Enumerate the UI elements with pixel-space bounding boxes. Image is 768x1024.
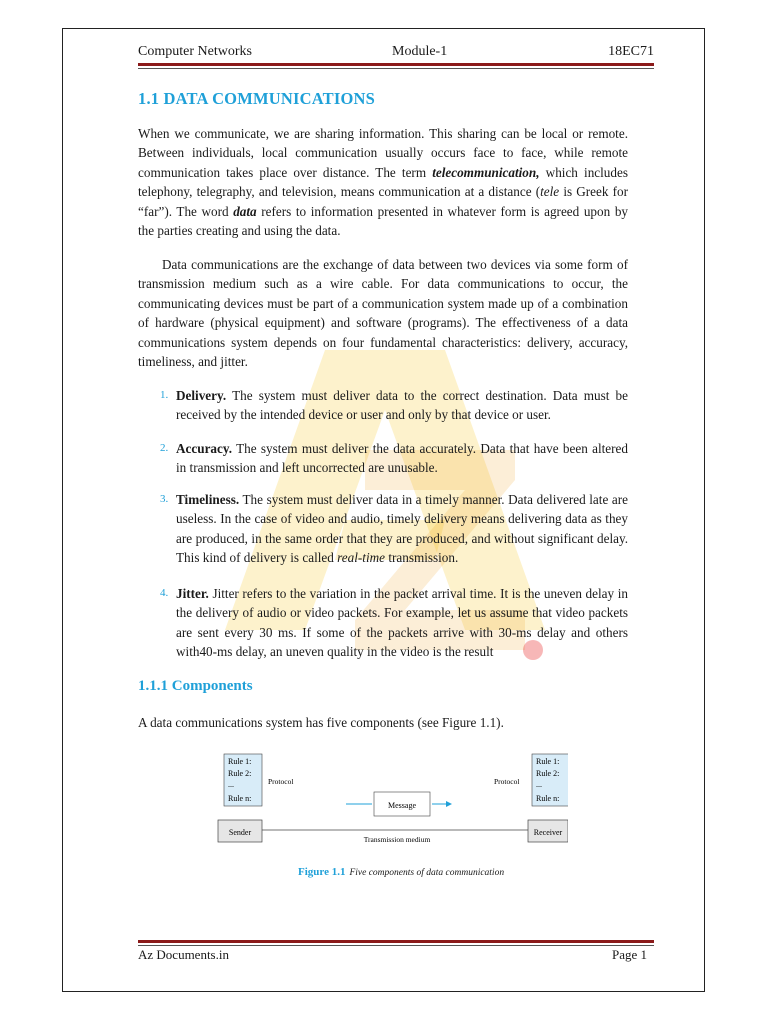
- right-protocol-label: Protocol: [494, 777, 520, 786]
- message-arrow-head: [446, 801, 452, 807]
- header-rule-thin: [138, 68, 654, 69]
- list-item-timeliness: [160, 490, 628, 568]
- header-module: Module-1: [392, 44, 448, 59]
- list-term: Delivery.: [176, 388, 227, 403]
- list-text: The system must deliver data to the correct destination. Data must be received by the intended device or user and only by that device or user.: [176, 388, 628, 423]
- subsection-intro: A data communications system has five components (see Figure 1.1).: [138, 715, 504, 730]
- footer-rule-thin: [138, 945, 654, 946]
- sender-label: Sender: [228, 828, 252, 837]
- list-term: Jitter.: [176, 586, 209, 601]
- right-rule-ellipsis: ...: [536, 780, 542, 789]
- figure-caption-text: Five components of data communication: [349, 868, 505, 878]
- list-term: Accuracy.: [176, 441, 233, 456]
- term-real-time: real-time: [337, 550, 386, 566]
- left-rule-2: Rule 2:: [228, 769, 252, 778]
- para1-text-4: refers to information presented in whatever form is agreed upon by the parties creating and using the data.: [138, 203, 628, 239]
- list-item-jitter: [160, 584, 628, 662]
- transmission-medium-label: Transmission medium: [363, 835, 431, 844]
- term-data: data: [233, 203, 257, 219]
- list-text: The system must deliver data in a timely manner. Data delivered late are useless. In the case of video and audio, timely delivery means delivering data as they are produced, in the same order that they are produced, and without significant delay. This kind of delivery is called: [176, 492, 628, 566]
- right-rule-1: Rule 1:: [536, 757, 560, 766]
- header-subject: Computer Networks: [138, 44, 252, 59]
- list-item-accuracy: [160, 439, 628, 478]
- term-telecommunication: telecommunication,: [432, 164, 540, 180]
- para1-text-1: When we communicate, we are sharing information. This sharing can be local or remote. Between individuals, local communication usually occurs face to face, while remote communication takes place over distance. The term: [138, 126, 628, 180]
- left-rule-n: Rule n:: [228, 794, 252, 803]
- para1-text-2: which includes telephony, telegraphy, and television, means communication at a distance (: [138, 164, 628, 200]
- components-diagram: [216, 752, 568, 852]
- figure-caption-label: Figure 1.1: [298, 866, 346, 878]
- footer-source: Az Documents.in: [138, 947, 229, 962]
- left-protocol-label: Protocol: [268, 777, 294, 786]
- header-rule-thick: [138, 63, 654, 66]
- section-title: 1.1 DATA COMMUNICATIONS: [138, 89, 375, 108]
- receiver-label: Receiver: [533, 828, 563, 837]
- list-number: 1.: [160, 389, 169, 401]
- paragraph-data-communications: Data communications are the exchange of data between two devices via some form of transmission medium such as a wire cable. For data communications to occur, the communicating devices must be part of a communication system made up of a combination of hardware (physical equipment) and software (programs). The effectiveness of a data communications system depends on four fundamental characteristics: delivery, accuracy, timeliness, and jitter.: [138, 257, 628, 370]
- figure-caption: [298, 866, 504, 878]
- list-text: The system must deliver the data accurately. Data that have been altered in transmission and left uncorrected are unusable.: [176, 441, 628, 476]
- list-item-delivery: [160, 386, 628, 425]
- message-label: Message: [388, 801, 416, 810]
- header-course-code: 18EC71: [608, 44, 654, 59]
- para1-text-3: is Greek for “far”). The word: [138, 184, 628, 219]
- list-text: Jitter refers to the variation in the packet arrival time. It is the uneven delay in the delivery of audio or video packets. For example, let us assume that video packets are sent every 30 ms. If some of the packets arrive with 30-ms delay and others with40-ms delay, an uneven quality in the video is the result: [176, 586, 628, 660]
- right-rule-2: Rule 2:: [536, 769, 560, 778]
- list-number: 3.: [160, 493, 169, 505]
- list-term: Timeliness.: [176, 492, 240, 507]
- list-number: 4.: [160, 587, 169, 599]
- paragraph-intro: [138, 124, 628, 240]
- right-rule-n: Rule n:: [536, 794, 560, 803]
- page-header: [138, 44, 654, 64]
- term-tele: tele: [540, 184, 560, 200]
- footer-page-number: Page 1: [612, 947, 648, 962]
- list-number: 2.: [160, 442, 169, 454]
- list-text-tail: transmission.: [385, 550, 459, 566]
- subsection-title: 1.1.1 Components: [138, 678, 253, 694]
- left-rule-1: Rule 1:: [228, 757, 252, 766]
- left-rule-ellipsis: ...: [228, 780, 234, 789]
- footer-rule-thick: [138, 940, 654, 943]
